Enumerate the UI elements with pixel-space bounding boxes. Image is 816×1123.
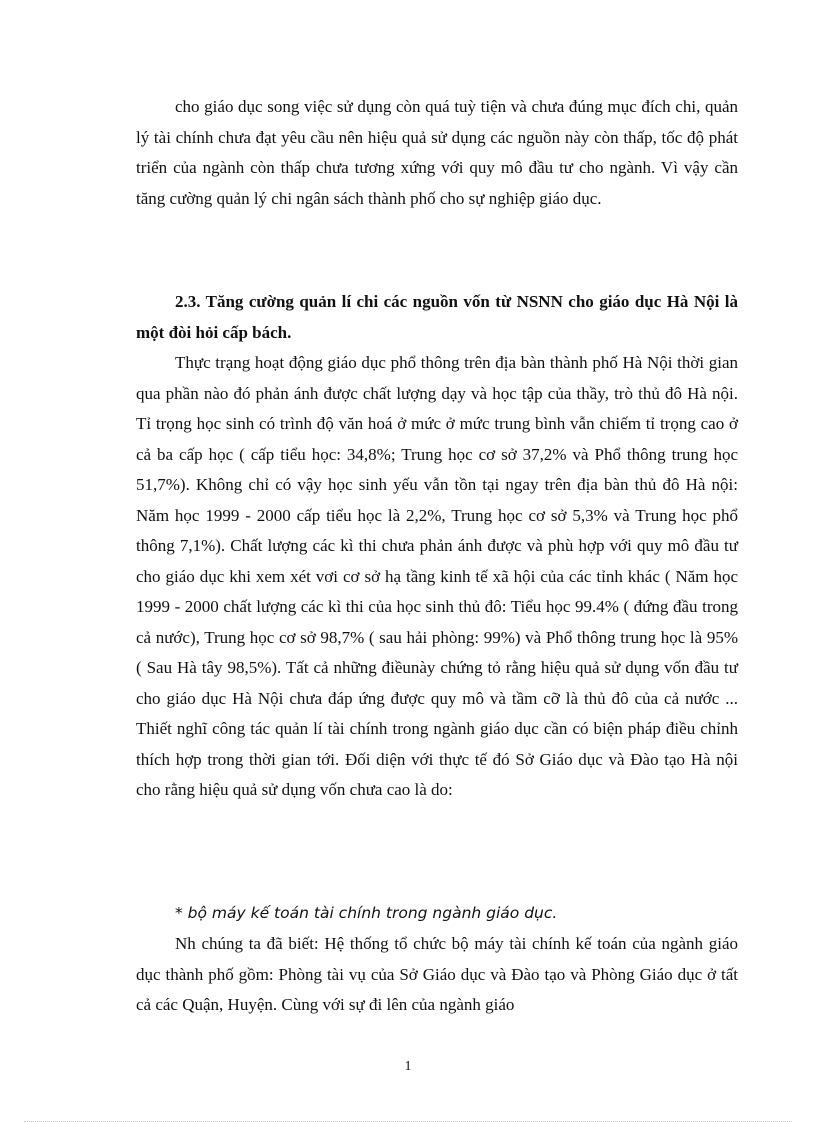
footer-divider [24,1121,792,1122]
paragraph-main [136,348,738,806]
paragraph-text: cho giáo dục song việc sử dụng còn quá tuỳ tiện và chưa đúng mục đích chi, quản lý tài chính chưa đạt yêu cầu nên hiệu quả sử dụng các nguồn này còn thấp, tốc độ phát triển của ngành còn thấp chưa tương xứng với quy mô đầu tư cho ngành. Vì vậy cần tăng cường quản lý chi ngân sách thành phố cho sự nghiệp giáo dục. [136,97,738,208]
italic-list-item: * bộ máy kế toán tài chính trong ngành giáo dục. [175,904,558,922]
paragraph-text: Nh chúng ta đã biết: Hệ thống tổ chức bộ máy tài chính kế toán của ngành giáo dục thành phố gồm: Phòng tài vụ của Sở Giáo dục và Đào tạo và Phòng Giáo dục ở tất cả các Quận, Huyện. Cùng với sự đi lên của ngành giáo [136,934,738,1014]
section-heading [136,287,738,348]
page-number: 1 [404,1059,412,1074]
paragraph-text: Thực trạng hoạt động giáo dục phổ thông trên địa bàn thành phố Hà Nội thời gian qua phần nào đó phản ánh được chất lượng dạy và học tập của thầy, trò thủ đô Hà nội. Tỉ trọng học sinh có trình độ văn hoá ở mức ở mức trung bình vẫn chiếm tỉ trọng cao ở cả ba cấp học ( cấp tiểu học: 34,8%; Trung học cơ sở 37,2% và Phổ thông trung học 51,7%). Không chỉ có vậy học sinh yếu vẫn tồn tại ngay trên địa bàn thủ đô Hà nội: Năm học 1999 - 2000 cấp tiểu học là 2,2%, Trung học cơ sở 5,3% và Trung học phổ thông 7,1%). Chất lượng các kì thi chưa phản ánh được và phù hợp với quy mô đầu tư cho giáo dục khi xem xét vơi cơ sở hạ tầng kinh tế xã hội của các tỉnh khác ( Năm học 1999 - 2000 chất lượng các kì thi của học sinh thủ đô: Tiểu học 99.4% ( đứng đầu trong cả nước), Trung học cơ sở 98,7% ( sau hải phòng: 99%) và Phổ thông trung học là 95% ( Sau Hà tây 98,5%). Tất cả những điềunày chứng tỏ rằng hiệu quả sử dụng vốn đầu tư cho giáo dục Hà Nội chưa đáp ứng được quy mô và tầm cỡ là thủ đô của cả nước ... Thiết nghĩ công tác quản lí tài chính trong ngành giáo dục cần có biện pháp điều chỉnh thích hợp trong thời gian tới. Đối diện với thực tế đó Sở Giáo dục và Đào tạo Hà nội cho rằng hiệu quả sử dụng vốn chưa cao là do: [136,353,738,799]
heading-text: 2.3. Tăng cường quản lí chi các nguồn vốn từ NSNN cho giáo dục Hà Nội là một đòi hỏi cấp bách. [136,292,738,342]
paragraph-continuation [136,929,738,1021]
paragraph-intro [136,92,738,214]
